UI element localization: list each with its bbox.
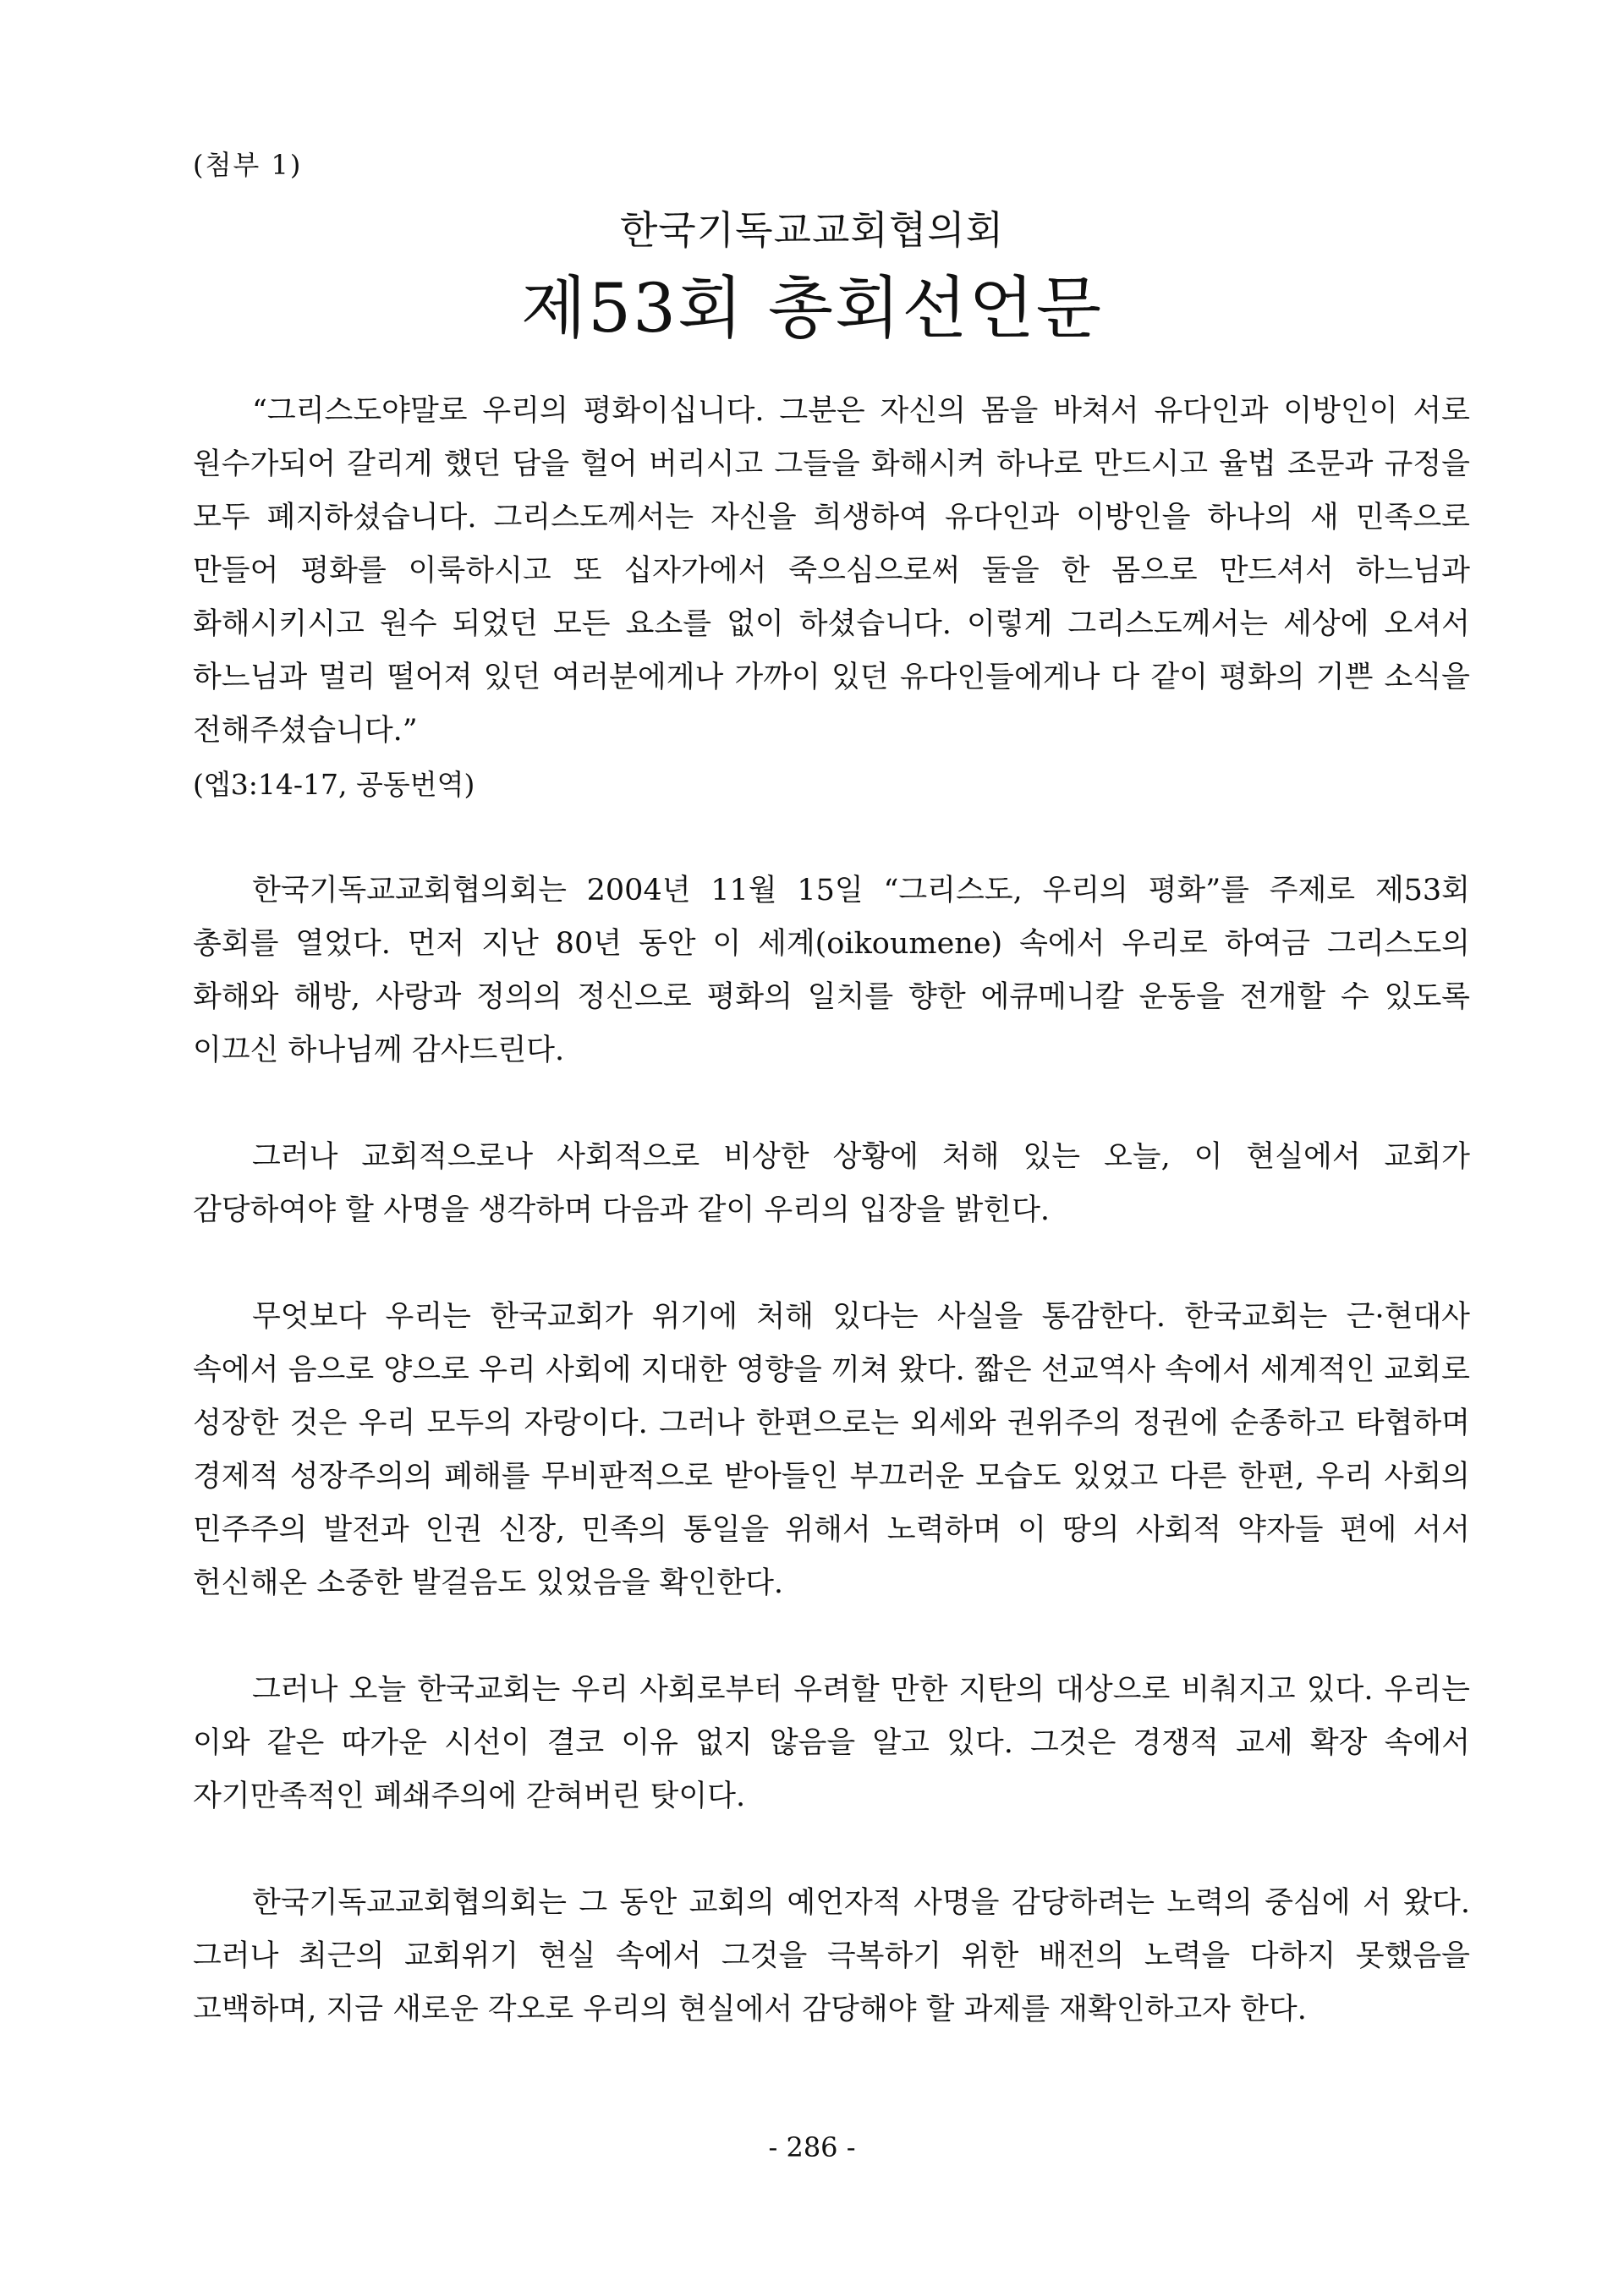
paragraph-council-confession: 한국기독교교회협의회는 그 동안 교회의 예언자적 사명을 감당하려는 노력의 중심에 서 왔다. 그러나 최근의 교회위기 현실 속에서 그것을 극복하기 위한 배전의 노력을 다하지 못했음을 고백하며, 지금 새로운 각오로 우리의 현실에서 감당해야 할 과제를 재확인하고자 한다. <box>193 1886 1470 2026</box>
paragraph-assembly-opening: 한국기독교교회협의회는 2004년 11월 15일 “그리스도, 우리의 평화”를 주제로 제53회 총회를 열었다. 먼저 지난 80년 동안 이 세계(oikoumene) 속에서 우리로 하여금 그리스도의 화해와 해방, 사랑과 정의의 정신으로 평화의 일치를 향한 에큐메니칼 운동을 전개할 수 있도록 이끄신 하나님께 감사드린다. <box>193 874 1470 1067</box>
scripture-quote: “그리스도야말로 우리의 평화이십니다. 그분은 자신의 몸을 바쳐서 유다인과 이방인이 서로 원수가되어 갈리게 했던 담을 헐어 버리시고 그들을 화해시켜 하나로 만드시고 율법 조문과 규정을 모두 폐지하셨습니다. 그리스도께서는 자신을 희생하여 유다인과 이방인을 하나의 새 민족으로 만들어 평화를 이룩하시고 또 십자가에서 죽으심으로써 둘을 한 몸으로 만드셔서 하느님과 화해시키시고 원수 되었던 모든 요소를 없이 하셨습니다. 이렇게 그리스도께서는 세상에 오셔서 하느님과 멀리 떨어져 있던 여러분에게나 가까이 있던 유다인들에게나 다 같이 평화의 기쁜 소식을 전해주셨습니다.” <box>193 394 1470 748</box>
scripture-citation: (엡3:14-17, 공동번역) <box>193 768 475 801</box>
page-number: - 286 - <box>768 2131 856 2163</box>
document-body <box>193 385 1470 2090</box>
attachment-label: (첨부 1) <box>193 149 303 181</box>
paragraph-church-crisis: 무엇보다 우리는 한국교회가 위기에 처해 있다는 사실을 통감한다. 한국교회는 근·현대사 속에서 음으로 양으로 우리 사회에 지대한 영향을 끼쳐 왔다. 짧은 선교역사 속에서 세계적인 교회로 성장한 것은 우리 모두의 자랑이다. 그러나 한편으로는 외세와 권위주의 정권에 순종하고 타협하며 경제적 성장주의의 폐해를 무비판적으로 받아들인 부끄러운 모습도 있었고 다른 한편, 우리 사회의 민주주의 발전과 인권 신장, 민족의 통일을 위해서 노력하며 이 땅의 사회적 약자들 편에 서서 헌신해온 소중한 발걸음도 있었음을 확인한다. <box>193 1300 1470 1600</box>
organization-title: 한국기독교교회협의회 <box>619 207 1005 253</box>
paragraph-social-criticism: 그러나 오늘 한국교회는 우리 사회로부터 우려할 만한 지탄의 대상으로 비춰지고 있다. 우리는 이와 같은 따가운 시선이 결코 이유 없지 않음을 알고 있다. 그것은 경쟁적 교세 확장 속에서 자기만족적인 폐쇄주의에 갇혀버린 탓이다. <box>193 1673 1470 1813</box>
page-title: 제53회 총회선언문 <box>520 269 1104 348</box>
paragraph-church-position: 그러나 교회적으로나 사회적으로 비상한 상황에 처해 있는 오늘, 이 현실에서 교회가 감당하여야 할 사명을 생각하며 다음과 같이 우리의 입장을 밝힌다. <box>193 1140 1470 1227</box>
